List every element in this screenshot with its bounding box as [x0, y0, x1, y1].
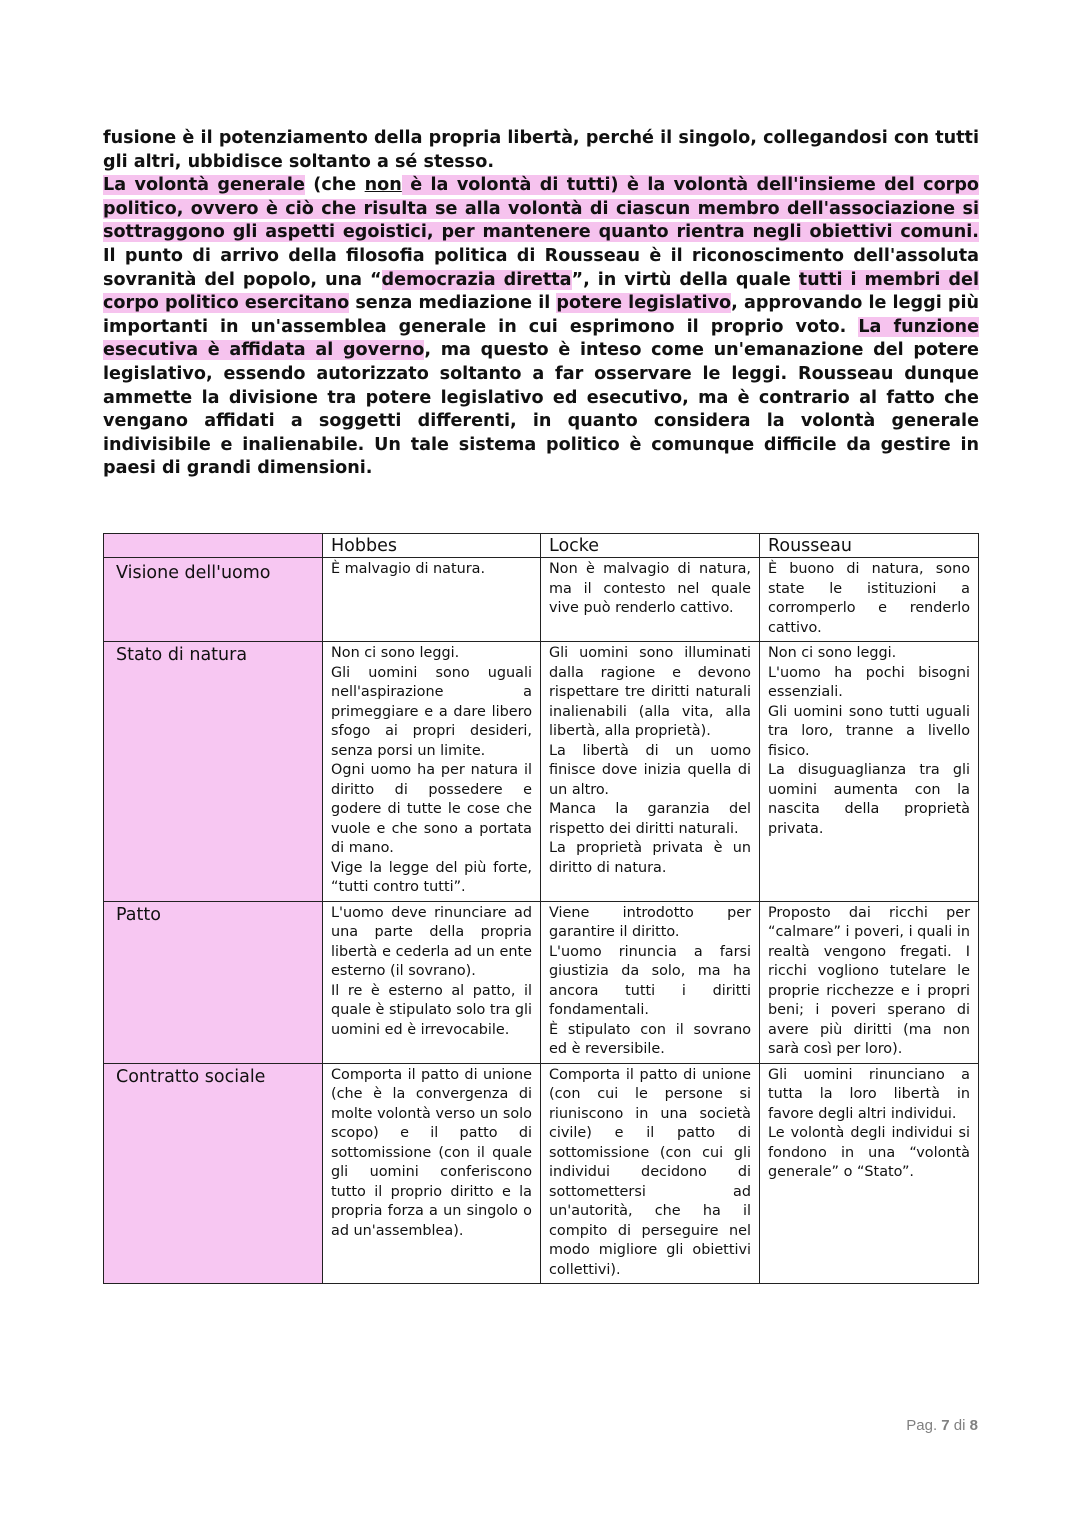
table-row — [104, 558, 979, 642]
cell-rousseau — [760, 1063, 979, 1284]
paragraph-text: ”, in virtù della quale — [571, 269, 799, 290]
cell-text: È stipulato con il sovrano ed è reversibile. — [549, 1021, 751, 1057]
highlight-potere-legislativo: potere legislativo — [556, 293, 732, 314]
header-hobbes: Hobbes — [323, 534, 541, 558]
table-row — [104, 642, 979, 902]
highlight-membri: tutti i membri del corpo politico esercitano — [103, 269, 979, 314]
cell-text: La proprietà privata è un diritto di natura. — [549, 840, 751, 876]
cell-text: Comporta il patto di unione (con cui le persone si riuniscono in una società civile) e il patto di sottomissione (con cui gli individui decidono di sottomettersi ad un'autorità, che ha il compito di perseguire nel modo migliore gli obiettivi collettivi). — [549, 1066, 751, 1278]
row-label: Contratto sociale — [104, 1063, 323, 1284]
cell-rousseau — [760, 558, 979, 642]
cell-text: Ogni uomo ha per natura il diritto di possedere e godere di tutte le cose che vuole e che sono a portata di mano. — [331, 762, 532, 856]
highlight-volonta-generale: La volontà generale — [103, 175, 305, 196]
highlight-democrazia-diretta: democrazia diretta — [381, 269, 572, 290]
current-page: 7 — [941, 1417, 950, 1434]
table-row — [104, 1063, 979, 1284]
cell-text: Viene introdotto per garantire il diritto. — [549, 904, 751, 940]
page-number — [880, 1417, 978, 1434]
row-label: Stato di natura — [104, 642, 323, 902]
cell-locke — [541, 642, 760, 902]
paragraph-text: Il punto di arrivo della filosofia politica di Rousseau è il riconoscimento dell'assoluta sovranità del popolo, una “ — [103, 245, 979, 290]
cell-text: Gli uomini sono uguali nell'aspirazione a primeggiare e a dare libero sfogo ai propri desideri, senza porsi un limite. — [331, 664, 532, 759]
body-paragraph — [103, 127, 979, 481]
total-pages: 8 — [969, 1417, 978, 1434]
cell-text: È buono di natura, sono state le istituzioni a corromperlo e renderlo cattivo. — [768, 561, 970, 636]
underlined-non: non — [364, 175, 402, 196]
highlight-definition: è la volontà di tutti) è la volontà dell'insieme del corpo politico, ovvero è ciò che risulta se alla volontà di ciascun membro dell'associazione si sottraggono gli aspetti egoistici, per mantenere quanto rientra negli obiettivi comuni. — [103, 175, 980, 243]
cell-hobbes — [323, 1063, 541, 1284]
paragraph-text: , approvando le leggi più importanti in un'assemblea generale in cui esprimono il proprio voto. — [103, 293, 980, 337]
comparison-table — [103, 533, 979, 1284]
paragraph-sentence: fusione è il potenziamento della propria libertà, perché il singolo, collegandosi con tutti gli altri, ubbidisce soltanto a sé stesso. — [103, 128, 979, 172]
cell-hobbes — [323, 558, 541, 642]
cell-rousseau — [760, 642, 979, 902]
cell-text: Non ci sono leggi. — [768, 645, 897, 661]
cell-text: Le volontà degli individui si fondono in una “volontà generale” o “Stato”. — [768, 1125, 970, 1180]
cell-text: Non è malvagio di natura, ma il contesto nel quale vive può renderlo cattivo. — [549, 561, 751, 616]
cell-text: Proposto dai ricchi per “calmare” i poveri, i quali in realtà vengono fregati. I ricchi vogliono tutelare le proprie ricchezze e i propri beni; i poveri sperano di avere più diritti (ma non sarà così per loro). — [768, 904, 970, 1057]
cell-text: Gli uomini rinunciano a tutta la loro libertà in favore degli altri individui. — [768, 1066, 970, 1122]
cell-text: È malvagio di natura. — [331, 561, 486, 577]
cell-text: Gli uomini sono illuminati dalla ragione e devono rispettare tre diritti naturali inalienabili (alla vita, alla libertà, alla proprietà). — [549, 645, 751, 739]
page-separator: di — [949, 1417, 970, 1434]
paragraph-text: senza mediazione il — [349, 293, 557, 314]
cell-text: Vige la legge del più forte, “tutti contro tutti”. — [331, 859, 532, 895]
cell-hobbes — [323, 901, 541, 1063]
row-label: Patto — [104, 901, 323, 1063]
cell-text: L'uomo ha pochi bisogni essenziali. — [768, 664, 970, 700]
row-label: Visione dell'uomo — [104, 558, 323, 642]
page-prefix: Pag. — [906, 1417, 942, 1434]
cell-text: Gli uomini sono tutti uguali tra loro, tranne a livello fisico. — [768, 703, 970, 759]
cell-rousseau — [760, 901, 979, 1063]
cell-locke — [541, 1063, 760, 1284]
paragraph-text: , ma questo è inteso come un'emanazione del potere legislativo, essendo autorizzato soltanto a far osservare le leggi. Rousseau dunque ammette la divisione tra potere legislativo ed esecutivo, ma è contrario al fatto che vengano affidati a soggetti differenti, in quanto considera la volontà generale indivisibile e inalienabile. Un tale sistema politico è comunque difficile da gestire in paesi di grandi dimensioni. — [103, 340, 979, 479]
table-row — [104, 901, 979, 1063]
cell-text: Comporta il patto di unione (che è la convergenza di molte volontà verso un solo scopo) e il patto di sottomissione (con il quale gli uomini conferiscono tutto il proprio diritto e la propria forza a un singolo o ad un'assemblea). — [331, 1066, 532, 1239]
header-rousseau: Rousseau — [760, 534, 979, 558]
cell-locke — [541, 558, 760, 642]
cell-locke — [541, 901, 760, 1063]
cell-text: La libertà di un uomo finisce dove inizia quella di un altro. — [549, 742, 751, 798]
header-locke: Locke — [541, 534, 760, 558]
cell-text: L'uomo rinuncia a farsi giustizia da solo, ma ha ancora tutti i diritti fondamentali. — [549, 943, 751, 1018]
cell-text: L'uomo deve rinunciare ad una parte della propria libertà e cederla ad un ente esterno (il sovrano). — [331, 904, 532, 979]
table-header-row — [104, 534, 979, 558]
cell-text: Il re è esterno al patto, il quale è stipulato solo tra gli uomini ed è irrevocabile. — [331, 982, 532, 1038]
cell-hobbes — [323, 642, 541, 902]
paragraph-text: (che — [304, 175, 365, 196]
header-corner — [104, 534, 323, 558]
highlight-funzione-esecutiva: La funzione esecutiva è affidata al governo — [103, 316, 980, 361]
cell-text: Non ci sono leggi. — [331, 645, 460, 661]
cell-text: La disuguaglianza tra gli uomini aumenta con la nascita della proprietà privata. — [768, 762, 970, 837]
cell-text: Manca la garanzia del rispetto dei diritti naturali. — [549, 801, 751, 837]
